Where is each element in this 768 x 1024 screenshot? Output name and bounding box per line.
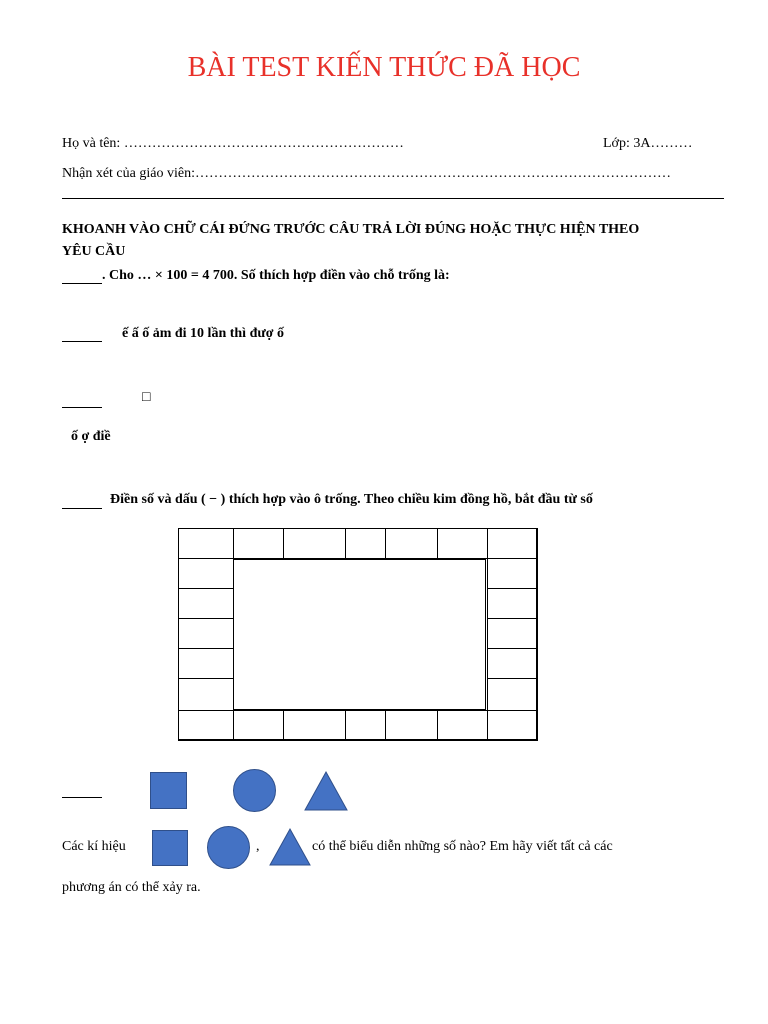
grid-center-area — [233, 559, 486, 710]
instructions-line-2: YÊU CẦU — [62, 244, 126, 259]
circle-icon — [207, 826, 250, 869]
q1-text: . Cho … × 100 = 4 700. Số thích hợp điền vào chỗ trống là: — [102, 268, 450, 283]
grid-cell[interactable] — [487, 678, 538, 711]
class-field[interactable]: Lớp: 3A……… — [603, 136, 693, 151]
grid-cell[interactable] — [178, 710, 234, 741]
grid-cell[interactable] — [345, 528, 386, 559]
grid-cell[interactable] — [283, 710, 346, 741]
grid-cell[interactable] — [487, 528, 538, 559]
q4-text: Điền số và dấu ( − ) thích hợp vào ô trống. Theo chiều kim đồng hồ, bắt đầu từ số — [110, 492, 593, 507]
header-divider — [62, 198, 724, 199]
grid-cell[interactable] — [178, 588, 234, 619]
q5-number-blank — [62, 797, 102, 798]
grid-cell[interactable] — [345, 710, 386, 741]
grid-cell[interactable] — [178, 558, 234, 589]
triangle-icon — [304, 771, 348, 811]
instructions-line-1: KHOANH VÀO CHỮ CÁI ĐỨNG TRƯỚC CÂU TRẢ LỜI ĐÚNG HOẶC THỰC HIỆN THEO — [62, 222, 640, 237]
grid-cell[interactable] — [233, 528, 284, 559]
grid-cell[interactable] — [385, 528, 438, 559]
q5-text-line2: phương án có thể xảy ra. — [62, 880, 201, 895]
q3-text: ố ợ điề — [71, 429, 111, 444]
grid-cell[interactable] — [437, 710, 488, 741]
grid-cell[interactable] — [283, 528, 346, 559]
q4-number-blank — [62, 508, 102, 509]
q5-text-before: Các kí hiệu — [62, 839, 126, 854]
grid-cell[interactable] — [178, 618, 234, 649]
grid-cell[interactable] — [487, 618, 538, 649]
square-icon — [150, 772, 187, 809]
square-icon — [152, 830, 188, 866]
grid-cell[interactable] — [487, 588, 538, 619]
q5-text-after: có thể biểu diễn những số nào? Em hãy viết tất cả các — [312, 839, 613, 854]
page-title: BÀI TEST KIẾN THỨC ĐÃ HỌC — [187, 52, 581, 83]
grid-cell[interactable] — [487, 558, 538, 589]
q3-number-blank — [62, 407, 102, 408]
q3-box-symbol: □ — [142, 390, 151, 405]
teacher-comment-field[interactable]: Nhận xét của giáo viên:………………………………………………………………………………………… — [62, 166, 671, 181]
q2-number-blank — [62, 341, 102, 342]
grid-cell[interactable] — [487, 710, 538, 741]
triangle-icon — [269, 828, 311, 866]
q5-comma: , — [256, 839, 260, 854]
grid-cell[interactable] — [178, 678, 234, 711]
grid-cell[interactable] — [178, 528, 234, 559]
grid-cell[interactable] — [385, 710, 438, 741]
grid-cell[interactable] — [437, 528, 488, 559]
grid-cell[interactable] — [487, 648, 538, 679]
q2-text: ế ấ ố ảm đi 10 lần thì đượ ố — [122, 326, 285, 341]
student-name-field[interactable]: Họ và tên: …………………………………………………… — [62, 136, 404, 151]
grid-cell[interactable] — [178, 648, 234, 679]
circle-icon — [233, 769, 276, 812]
grid-cell[interactable] — [233, 710, 284, 741]
q1-number-blank — [62, 283, 102, 284]
